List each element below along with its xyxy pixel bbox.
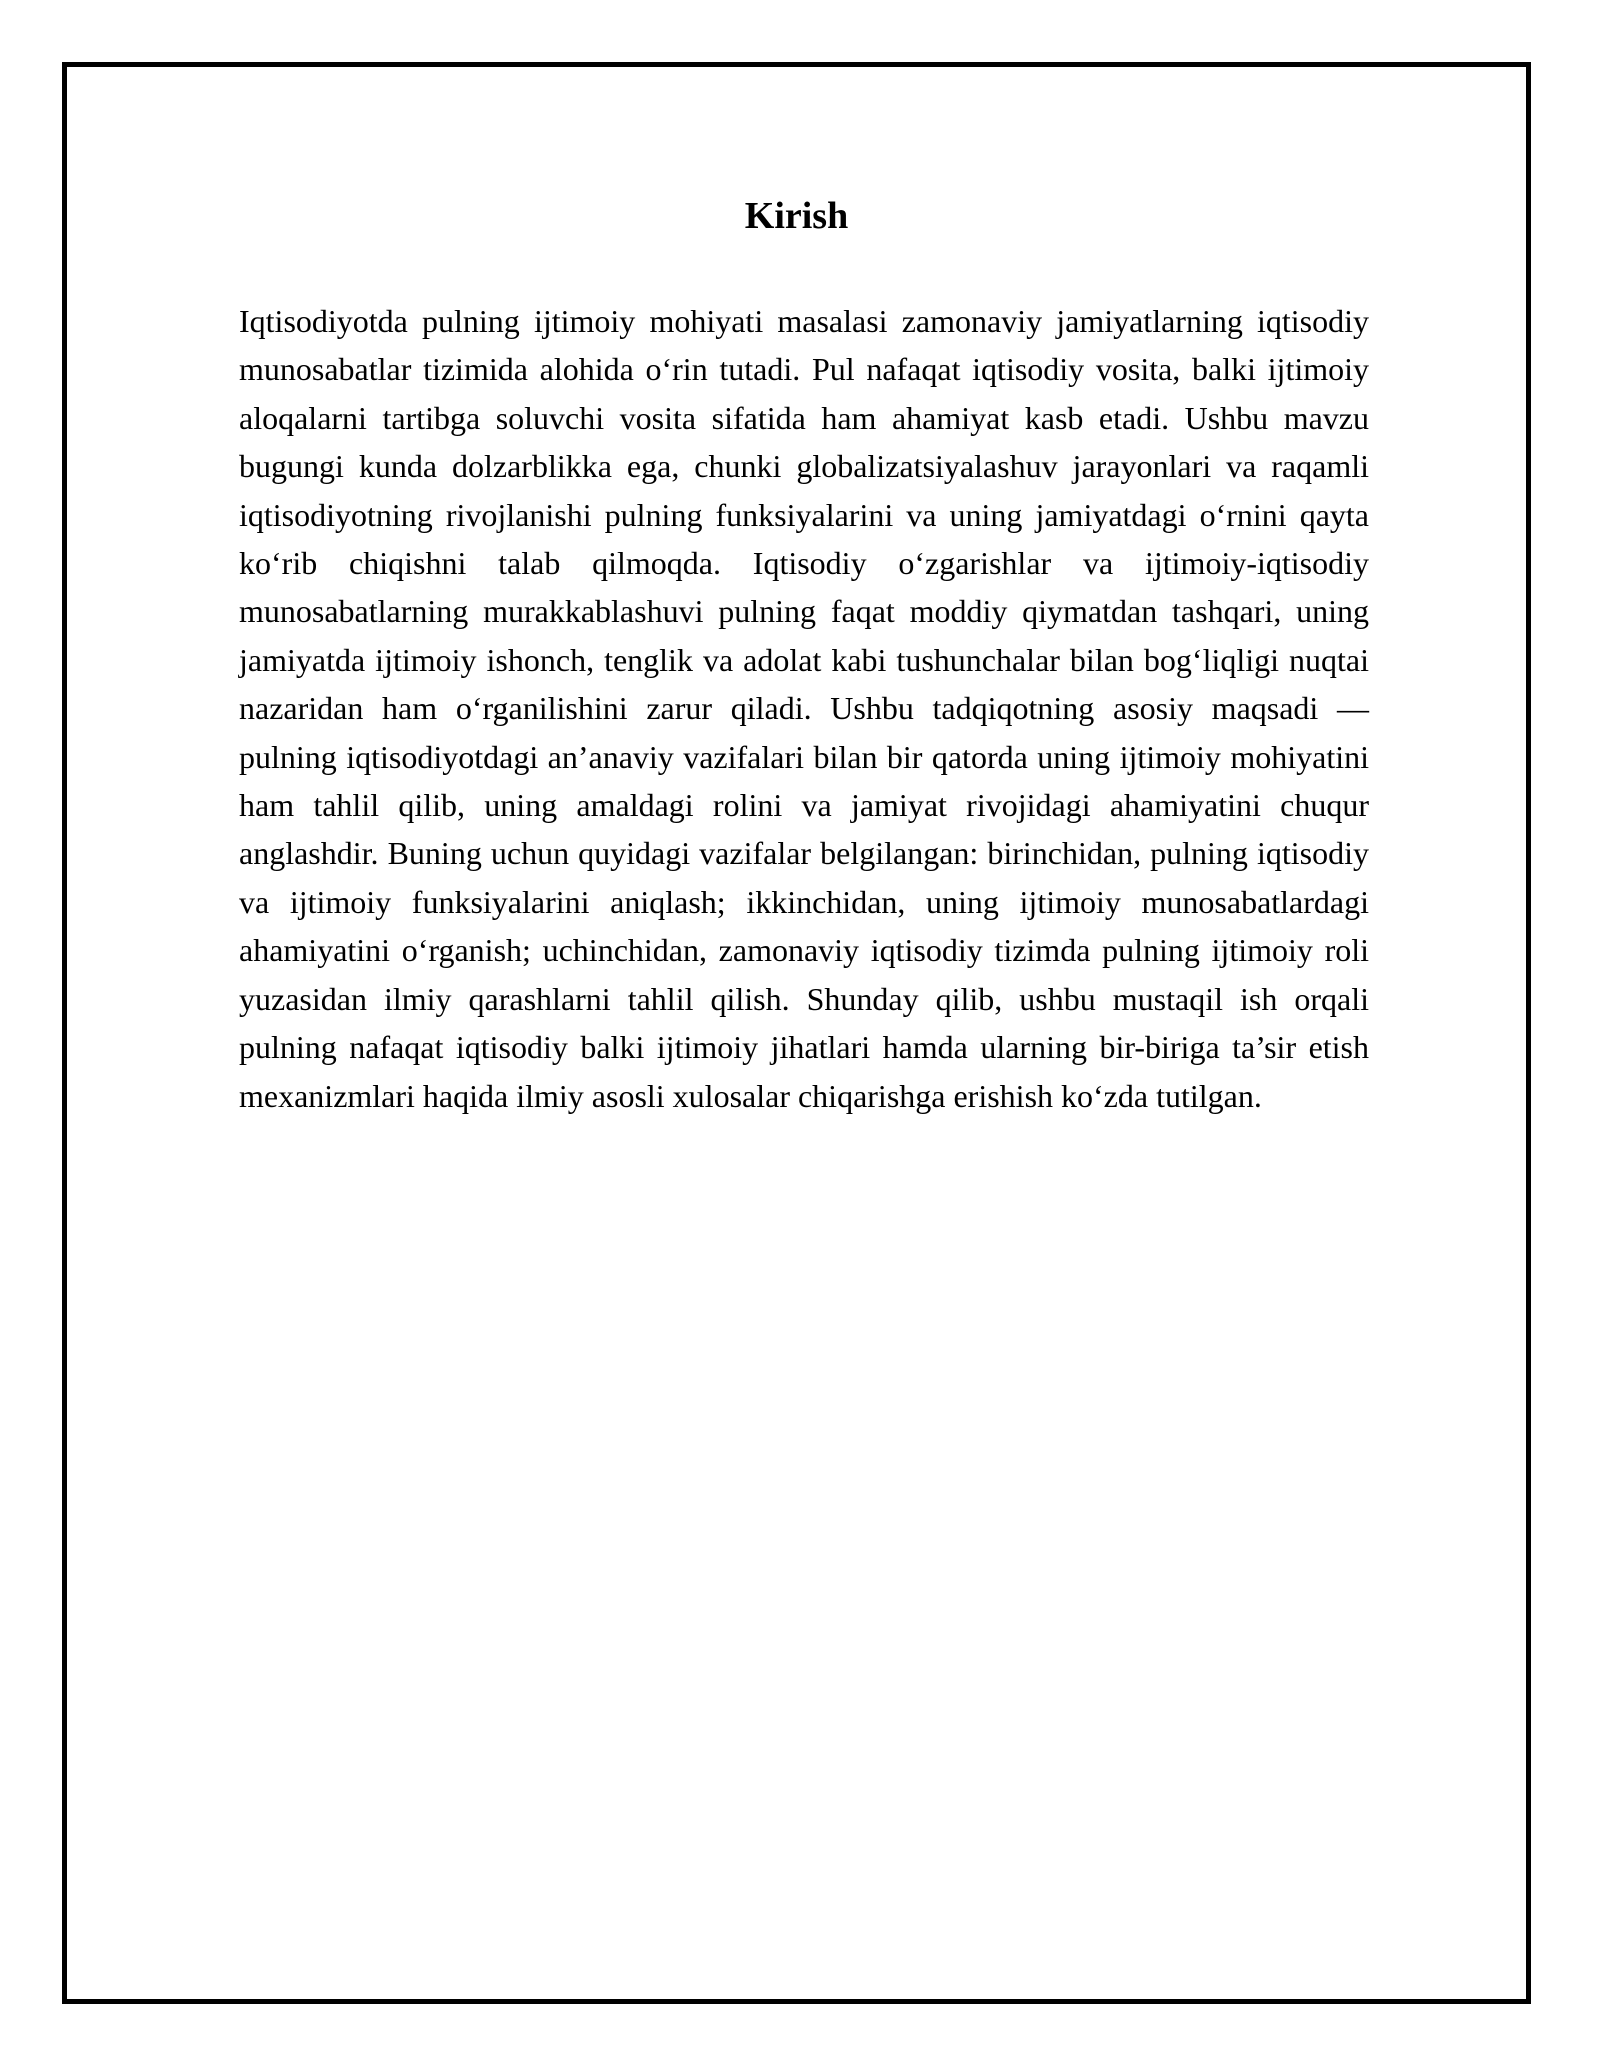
body-paragraph: Iqtisodiyotda pulning ijtimoiy mohiyati masalasi zamonaviy jamiyatlarning iqtisodiy munosabatlar tizimida alohida o‘rin tutadi. Pul nafaqat iqtisodiy vosita, balki ijtimoiy aloqalarni tartibga soluvchi vosita sifatida ham ahamiyat kasb etadi. Ushbu mavzu bugungi kunda dolzarblikka ega, chunki globalizatsiyalashuv jarayonlari va raqamli iqtisodiyotning rivojlanishi pulning funksiyalarini va uning jamiyatdagi o‘rnini qayta ko‘rib chiqishni talab qilmoqda. Iqtisodiy o‘zgarishlar va ijtimoiy-iqtisodiy munosabatlarning murakkablashuvi pulning faqat moddiy qiymatdan tashqari, uning jamiyatda ijtimoiy ishonch, tenglik va adolat kabi tushunchalar bilan bog‘liqligi nuqtai nazaridan ham o‘rganilishini zarur qiladi. Ushbu tadqiqotning asosiy maqsadi — pulning iqtisodiyotdagi an’anaviy vazifalari bilan bir qatorda uning ijtimoiy mohiyatini ham tahlil qilib, uning amaldagi rolini va jamiyat rivojidagi ahamiyatini chuqur anglashdir. Buning uchun quyidagi vazifalar belgilangan: birinchidan, pulning iqtisodiy va ijtimoiy funksiyalarini aniqlash; ikkinchidan, uning ijtimoiy munosabatlardagi ahamiyatini o‘rganish; uchinchidan, zamonaviy iqtisodiy tizimda pulning ijtimoiy roli yuzasidan ilmiy qarashlarni tahlil qilish. Shunday qilib, ushbu mustaqil ish orqali pulning nafaqat iqtisodiy balki ijtimoiy jihatlari hamda ularning bir-biriga ta’sir etish mexanizmlari haqida ilmiy asosli xulosalar chiqarishga erishish ko‘zda tutilgan.: [239, 303, 1369, 1114]
page-title: Kirish: [744, 195, 849, 237]
page-border-frame: [62, 62, 1531, 2004]
